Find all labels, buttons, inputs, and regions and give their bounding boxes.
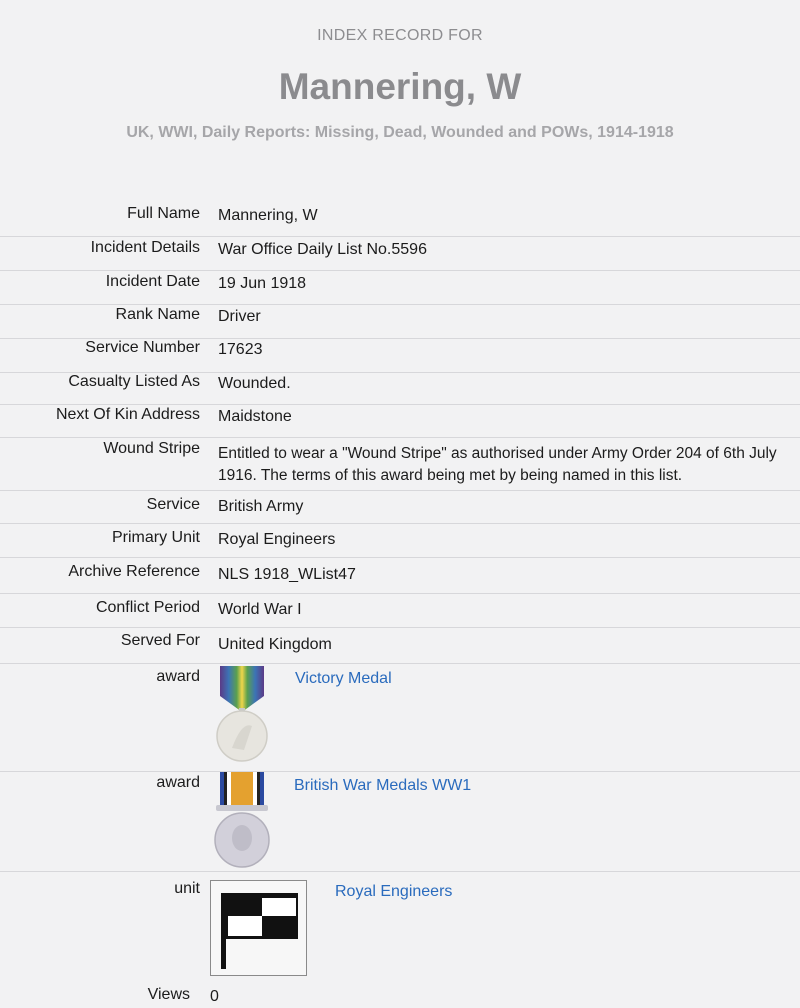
field-value: United Kingdom — [218, 636, 332, 653]
field-row-wound-stripe — [0, 438, 800, 491]
field-value: British Army — [218, 498, 304, 515]
field-label: Service — [146, 496, 200, 513]
award-link-victory-medal[interactable]: Victory Medal — [295, 670, 392, 687]
field-value: Entitled to wear a "Wound Stripe" as authorised under Army Order 204 of 6th July 1916. The terms of this award being met by being named in this list. — [218, 445, 777, 484]
record-kicker: INDEX RECORD FOR — [317, 27, 483, 44]
field-label: Next Of Kin Address — [55, 406, 200, 423]
field-value: War Office Daily List No.5596 — [218, 241, 427, 258]
views-label: Views — [147, 986, 190, 1003]
field-value: Maidstone — [218, 408, 292, 425]
field-row-incident-date — [0, 271, 800, 305]
award-row — [0, 664, 800, 772]
award-row — [0, 772, 800, 872]
field-label: Incident Details — [90, 239, 200, 256]
award-link-british-war-medal[interactable]: British War Medals WW1 — [294, 777, 472, 794]
field-label: Archive Reference — [68, 563, 200, 580]
page-title: Mannering, W — [278, 66, 522, 107]
collection-title: UK, WWI, Daily Reports: Missing, Dead, Wounded and POWs, 1914-1918 — [126, 124, 674, 141]
field-label: Wound Stripe — [103, 440, 200, 457]
field-label: Conflict Period — [95, 599, 200, 616]
field-label: Full Name — [127, 205, 200, 222]
field-row-full-name — [0, 201, 800, 237]
field-label: Service Number — [85, 339, 200, 356]
field-value: NLS 1918_WList47 — [218, 566, 356, 583]
field-row-next-of-kin-address — [0, 405, 800, 438]
field-row-primary-unit — [0, 524, 800, 558]
field-label: Primary Unit — [111, 529, 200, 546]
field-value: Wounded. — [218, 375, 291, 392]
royal-engineers-flag-icon — [210, 880, 307, 976]
unit-link-royal-engineers[interactable]: Royal Engineers — [335, 883, 453, 900]
field-row-service-number — [0, 339, 800, 373]
victory-medal-icon — [214, 666, 270, 766]
field-row-archive-reference — [0, 558, 800, 594]
field-row-incident-details — [0, 237, 800, 271]
field-label: Rank Name — [115, 306, 200, 323]
british-war-medal-icon — [214, 772, 270, 870]
field-value: Mannering, W — [218, 207, 318, 224]
field-value: 19 Jun 1918 — [218, 275, 307, 292]
field-row-casualty-listed-as — [0, 373, 800, 405]
field-value: Royal Engineers — [218, 531, 336, 548]
unit-label: unit — [174, 880, 200, 897]
views-count: 0 — [210, 988, 219, 1005]
field-row-service — [0, 491, 800, 524]
field-row-conflict-period — [0, 594, 800, 628]
field-label: Served For — [120, 632, 200, 649]
field-row-served-for — [0, 628, 800, 664]
award-label: award — [156, 668, 200, 685]
field-value: Driver — [218, 308, 261, 325]
field-label: Incident Date — [105, 273, 200, 290]
field-value: 17623 — [218, 341, 263, 358]
field-value: World War I — [218, 601, 302, 618]
field-row-rank-name — [0, 305, 800, 339]
field-label: Casualty Listed As — [68, 373, 200, 390]
award-label: award — [156, 774, 200, 791]
